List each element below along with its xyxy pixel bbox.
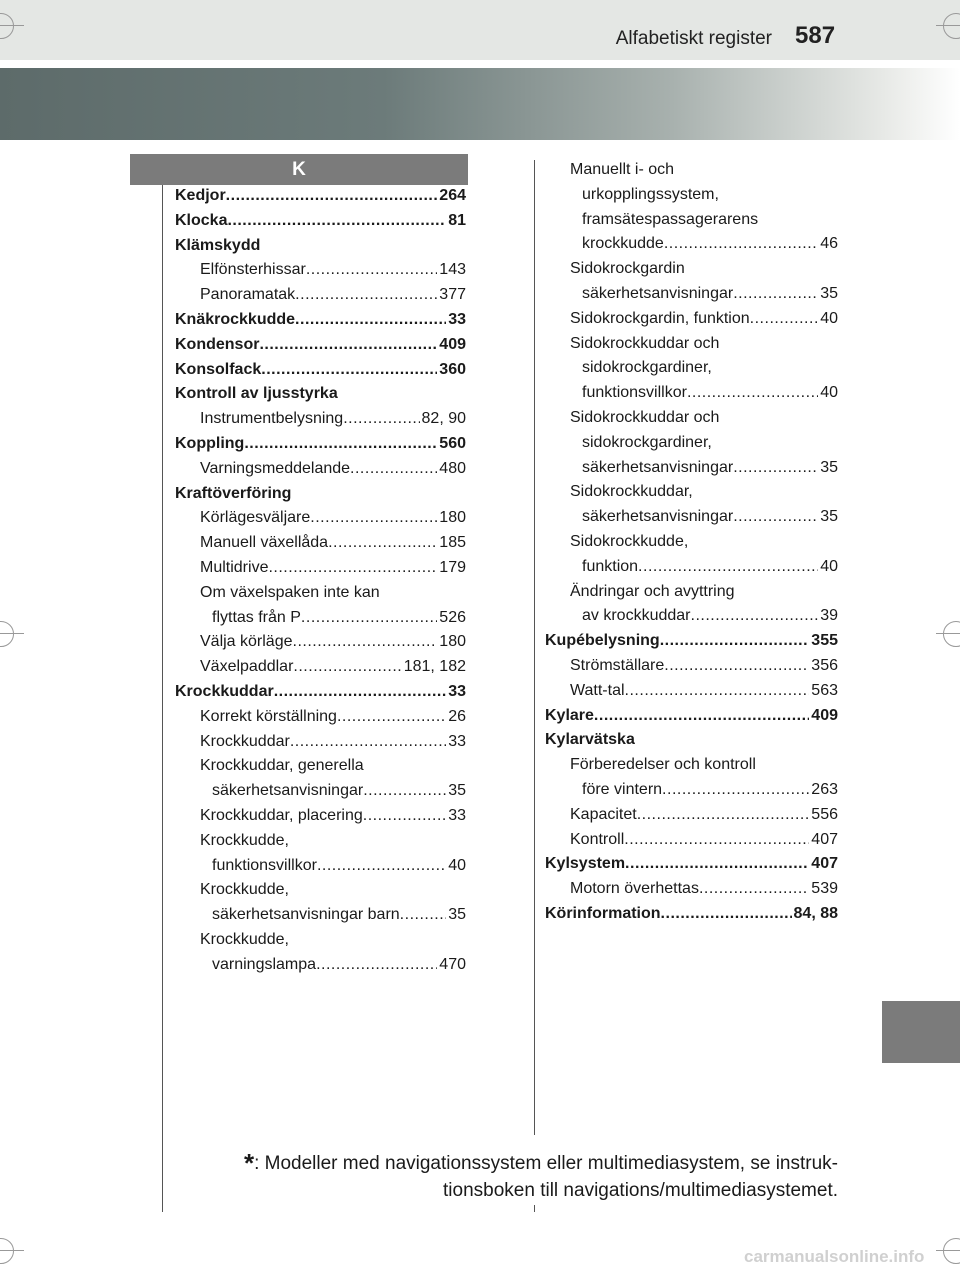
index-entry [545,505,838,530]
registration-line [0,633,24,634]
index-entry [545,158,838,183]
index-entry-page: 563 [811,681,838,699]
index-entry [545,679,838,704]
index-entry [175,754,466,779]
index-entry-term: säkerhetsanvisningar [582,284,734,302]
index-entry-leader [733,282,818,307]
section-letter-heading: K [130,154,468,185]
index-entry-term: Sidokrockkuddar och [570,334,720,352]
index-entry-term: Sidokrockkudde, [570,532,689,550]
column-divider-middle [534,160,535,1135]
index-entry-term: Koppling [175,434,245,452]
index-entry-page: 84, 88 [793,904,838,922]
index-entry [545,431,838,456]
index-entry-leader [293,655,401,680]
index-entry-page: 407 [811,855,838,873]
index-entry-term: varningslampa [212,955,317,973]
index-entry-term: Multidrive [200,558,269,576]
index-entry-leader [625,679,810,704]
index-entry-term: Klocka [175,211,228,229]
index-entry-term: säkerhetsanvisningar barn [212,906,400,924]
index-entry [175,358,466,383]
decorative-gradient-band [0,68,960,140]
column-tick-mark [534,1205,535,1212]
index-entry-leader [363,804,446,829]
index-entry [175,407,466,432]
index-entry-term: Kylarvätska [545,731,635,749]
index-entry-term: Kylare [545,706,594,724]
index-entry-leader [343,407,419,432]
index-entry-term: Manuell växellåda [200,534,329,552]
index-entry-term: Klämskydd [175,236,261,254]
index-entry-term: Sidokrockkuddar och [570,408,720,426]
index-entry [545,530,838,555]
index-entry [545,406,838,431]
registration-line [936,1250,960,1251]
index-entry [175,234,466,259]
index-entry [545,604,838,629]
index-entry-page: 470 [439,955,466,973]
index-entry-term: säkerhetsanvisningar [582,458,734,476]
index-entry [175,953,466,978]
index-entry-page: 33 [448,682,466,700]
index-entry-leader [363,779,446,804]
index-entry-term: säkerhetsanvisningar [582,508,734,526]
index-entry-leader [259,333,437,358]
watermark: carmanualsonline.info [744,1247,925,1266]
index-entry [545,654,838,679]
index-entry [545,381,838,406]
index-entry [175,457,466,482]
index-entry-page: 40 [820,384,838,402]
index-entry [175,779,466,804]
index-entry-leader [261,358,437,383]
registration-mark-mid-right [943,621,960,647]
chapter-thumb-tab [882,1001,960,1063]
index-entry-page: 356 [811,656,838,674]
index-entry [175,333,466,358]
index-entry-page: 26 [448,707,466,725]
index-entry-term: Krockkudde, [200,881,289,899]
index-entry-page: 407 [811,830,838,848]
index-entry [175,283,466,308]
index-entry-term: Panoramatak [200,286,296,304]
index-entry-page: 39 [820,607,838,625]
index-entry-page: 480 [439,459,466,477]
index-entry [175,258,466,283]
index-entry-leader [733,505,818,530]
index-entry-page: 409 [439,335,466,353]
index-entry-term: Kontroll av ljusstyrka [175,385,338,403]
index-entry-term: sidokrockgardiner, [582,433,712,451]
index-entry [175,184,466,209]
index-entry-term: krockkudde [582,235,664,253]
index-entry-page: 143 [439,261,466,279]
index-entry [545,456,838,481]
index-entry-leader [293,630,438,655]
index-entry-page: 81 [448,211,466,229]
index-entry-term: Krockkuddar [200,732,290,750]
index-entry-page: 360 [439,360,466,378]
index-entry [545,257,838,282]
index-entry-term: funktionsvillkor [212,856,317,874]
index-entry-term: Sidokrockgardin, funktion [570,309,750,327]
index-entry-leader [306,258,437,283]
index-entry [545,555,838,580]
index-entry-term: Växelpaddlar [200,658,294,676]
index-entry-term: Kontroll [570,830,625,848]
index-entry [545,232,838,257]
index-entry-term: Ändringar och avyttring [570,582,735,600]
registration-line [936,25,960,26]
index-entry-page: 35 [820,458,838,476]
index-entry-page: 409 [811,706,838,724]
index-entry-leader [699,877,809,902]
index-entry-term: Kapacitet [570,805,637,823]
index-entry [545,728,838,753]
index-entry [175,482,466,507]
index-entry-term: av krockkuddar [582,607,691,625]
index-column-right [545,158,838,927]
index-entry-term: Kylsystem [545,855,626,873]
index-entry [545,877,838,902]
index-entry-page: 377 [439,286,466,304]
index-entry-page: 35 [448,782,466,800]
index-entry [175,581,466,606]
index-entry-term: Kupébelysning [545,632,660,650]
index-entry-leader [661,902,792,927]
index-entry-term: flyttas från P [212,608,301,626]
index-entry-term: Krockkuddar, placering [200,806,363,824]
index-entry-leader [295,283,437,308]
index-entry-term: Knäkrockkudde [175,310,296,328]
index-entry-leader [687,381,818,406]
index-entry-page: 560 [439,434,466,452]
index-entry [175,829,466,854]
index-entry-term: Korrekt körställning [200,707,337,725]
index-entry-page: 179 [439,558,466,576]
index-entry-term: Motorn överhettas [570,880,699,898]
index-entry-term: Förberedelser och kontroll [570,756,756,774]
column-divider-left [162,185,163,1212]
index-entry [545,753,838,778]
index-entry [175,606,466,631]
index-entry [545,480,838,505]
index-entry [175,655,466,680]
index-entry [175,531,466,556]
index-entry [175,308,466,333]
index-entry-page: 33 [448,310,466,328]
index-entry [175,928,466,953]
index-entry-term: sidokrockgardiner, [582,359,712,377]
index-entry-term: Körinformation [545,904,661,922]
index-entry-leader [316,953,437,978]
page-header-title: Alfabetiskt register [615,28,772,49]
index-entry-leader [290,730,446,755]
index-entry-page: 40 [820,309,838,327]
index-entry-term: Välja körläge [200,633,293,651]
index-entry-page: 185 [439,534,466,552]
index-entry-page: 33 [448,732,466,750]
index-entry-page: 539 [811,880,838,898]
registration-line [0,25,24,26]
index-entry-leader [664,232,818,257]
index-entry-page: 82, 90 [421,410,466,428]
registration-mark-bottom-left [0,1238,14,1264]
index-entry-leader [274,680,447,705]
index-entry-leader [244,432,437,457]
index-entry-term: före vintern [582,780,663,798]
index-entry [175,705,466,730]
index-entry [175,556,466,581]
index-entry-leader [328,531,437,556]
index-entry-leader [662,778,809,803]
index-entry-term: Körlägesväljare [200,509,311,527]
index-entry-term: Watt-tal [570,681,625,699]
index-entry [175,630,466,655]
index-entry [545,332,838,357]
index-entry-leader [625,852,809,877]
index-entry-leader [295,308,446,333]
index-entry-leader [624,828,809,853]
index-entry [175,680,466,705]
index-entry-leader [337,705,446,730]
index-entry [175,432,466,457]
index-entry-term: funktion [582,557,639,575]
footnote-text-1: : Modeller med navigationssystem eller multimediasystem, se instruk- [254,1153,838,1174]
index-entry-leader [226,184,438,209]
index-entry [545,902,838,927]
index-entry [175,903,466,928]
index-entry-term: Om växelspaken inte kan [200,583,380,601]
index-entry-leader [638,555,818,580]
index-entry-term: Krockkuddar [175,682,274,700]
index-entry-page: 355 [811,632,838,650]
index-entry-term: Elfönsterhissar [200,261,306,279]
index-entry-page: 35 [448,906,466,924]
index-entry-leader [691,604,819,629]
index-column-left [175,184,466,978]
registration-line [936,633,960,634]
index-entry-page: 35 [820,284,838,302]
index-entry-term: funktionsvillkor [582,384,687,402]
index-entry-leader [733,456,818,481]
index-entry-page: 264 [439,187,466,204]
index-entry-leader [660,629,810,654]
index-entry [545,282,838,307]
index-entry-leader [664,654,809,679]
index-entry [175,382,466,407]
index-entry [545,778,838,803]
index-entry [175,209,466,234]
footnote-line-2: tionsboken till navigations/multimediasystemet. [443,1180,838,1201]
index-entry-term: Krockkudde, [200,831,289,849]
index-entry-leader [301,606,437,631]
index-entry-page: 180 [439,633,466,651]
index-entry [175,506,466,531]
index-entry-leader [350,457,437,482]
index-entry [175,804,466,829]
index-entry-term: Kondensor [175,335,260,353]
index-entry [545,580,838,605]
index-entry [175,878,466,903]
index-entry-page: 556 [811,805,838,823]
index-entry-leader [750,307,819,332]
index-entry [545,803,838,828]
index-entry-page: 40 [820,557,838,575]
index-entry-term: urkopplingssystem, [582,185,719,203]
registration-line [0,1250,24,1251]
index-entry-term: Krockkudde, [200,930,289,948]
index-entry-page: 526 [439,608,466,626]
index-entry-page: 180 [439,509,466,527]
index-entry [545,183,838,208]
index-entry-leader [227,209,446,234]
index-entry-term: Varningsmeddelande [200,459,351,477]
index-entry [545,629,838,654]
index-entry-leader [400,903,447,928]
index-entry-term: Instrumentbelysning [200,410,344,428]
index-entry [545,704,838,729]
index-entry-page: 46 [820,235,838,253]
index-entry-leader [637,803,810,828]
index-entry-leader [310,506,437,531]
index-entry [545,208,838,233]
index-entry [175,730,466,755]
index-entry-term: Strömställare [570,656,665,674]
index-entry-term: Manuellt i- och [570,161,675,178]
index-entry-term: Krockkuddar, generella [200,757,364,775]
index-entry-term: Sidokrockgardin [570,260,685,278]
index-entry-page: 33 [448,806,466,824]
index-entry-term: Sidokrockkuddar, [570,483,693,501]
index-entry-leader [268,556,437,581]
index-entry [545,852,838,877]
index-entry-term: framsätespassagerarens [582,210,759,228]
index-entry-leader [317,854,446,879]
index-entry-term: Kedjor [175,187,226,204]
index-entry-page: 35 [820,508,838,526]
index-entry [545,828,838,853]
index-entry [545,307,838,332]
index-entry-leader [594,704,809,729]
index-entry-page: 181, 182 [403,658,466,676]
index-entry-page: 40 [448,856,466,874]
footnote-line-1 [200,1148,838,1179]
page-number: 587 [795,22,836,49]
registration-mark-bottom-right [943,1238,960,1264]
registration-mark-mid-left [0,621,14,647]
index-entry-term: Kraftöverföring [175,484,292,502]
index-entry-page: 263 [811,780,838,798]
index-entry [175,854,466,879]
index-entry [545,356,838,381]
footnote-star: * [243,1148,255,1178]
index-entry-term: säkerhetsanvisningar [212,782,364,800]
index-entry-term: Konsolfack [175,360,262,378]
